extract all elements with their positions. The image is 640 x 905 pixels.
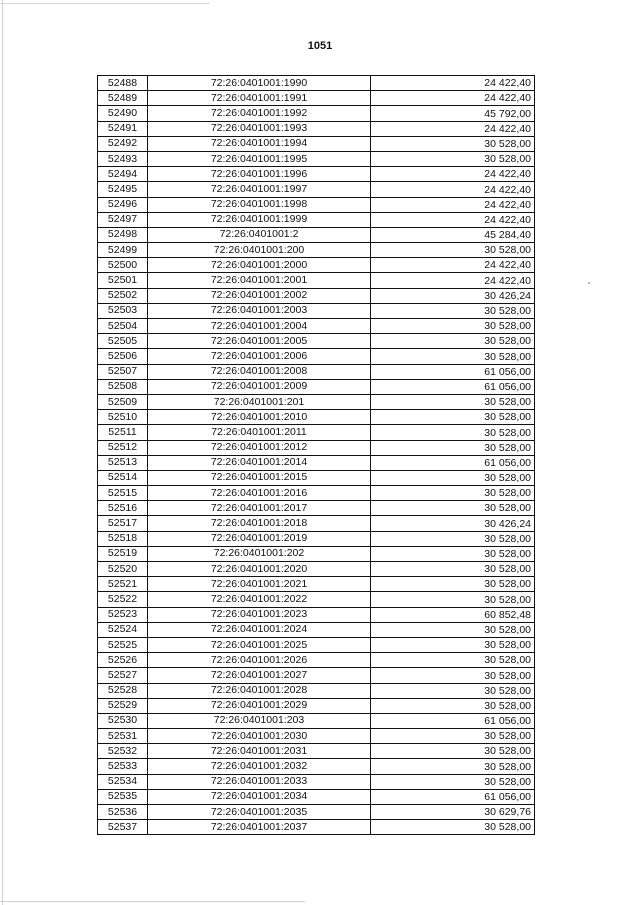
table-row bbox=[98, 212, 535, 227]
cadastral-number-cell: 72:26:0401001:1997 bbox=[148, 182, 371, 197]
value-cell: 30 528,00 bbox=[371, 319, 535, 334]
row-number-cell: 52514 bbox=[98, 470, 148, 485]
row-number-cell: 52510 bbox=[98, 410, 148, 425]
table-row bbox=[98, 379, 535, 394]
table-row bbox=[98, 425, 535, 440]
row-number-cell: 52518 bbox=[98, 531, 148, 546]
table-row bbox=[98, 729, 535, 744]
row-number-cell: 52521 bbox=[98, 577, 148, 592]
row-number-cell: 52497 bbox=[98, 212, 148, 227]
value-cell: 30 528,00 bbox=[371, 425, 535, 440]
row-number-cell: 52527 bbox=[98, 668, 148, 683]
value-cell: 45 792,00 bbox=[371, 106, 535, 121]
scan-edge-top bbox=[0, 3, 210, 4]
cadastral-number-cell: 72:26:0401001:2024 bbox=[148, 622, 371, 637]
cadastral-number-cell: 72:26:0401001:2020 bbox=[148, 562, 371, 577]
table-row bbox=[98, 319, 535, 334]
row-number-cell: 52499 bbox=[98, 243, 148, 258]
table-row bbox=[98, 607, 535, 622]
table-row bbox=[98, 151, 535, 166]
table-row bbox=[98, 227, 535, 242]
value-cell: 24 422,40 bbox=[371, 182, 535, 197]
table-row bbox=[98, 470, 535, 485]
value-cell: 45 284,40 bbox=[371, 227, 535, 242]
value-cell: 30 528,00 bbox=[371, 668, 535, 683]
value-cell: 30 528,00 bbox=[371, 698, 535, 713]
row-number-cell: 52511 bbox=[98, 425, 148, 440]
table-row bbox=[98, 167, 535, 182]
cadastral-number-cell: 72:26:0401001:2037 bbox=[148, 820, 371, 835]
value-cell: 30 528,00 bbox=[371, 349, 535, 364]
value-cell: 30 528,00 bbox=[371, 759, 535, 774]
row-number-cell: 52525 bbox=[98, 637, 148, 652]
table-row bbox=[98, 637, 535, 652]
table-row bbox=[98, 653, 535, 668]
row-number-cell: 52488 bbox=[98, 76, 148, 91]
table-row bbox=[98, 410, 535, 425]
value-cell: 30 528,00 bbox=[371, 501, 535, 516]
row-number-cell: 52505 bbox=[98, 334, 148, 349]
value-cell: 24 422,40 bbox=[371, 258, 535, 273]
table-row bbox=[98, 744, 535, 759]
value-cell: 24 422,40 bbox=[371, 197, 535, 212]
row-number-cell: 52523 bbox=[98, 607, 148, 622]
table-row bbox=[98, 683, 535, 698]
row-number-cell: 52528 bbox=[98, 683, 148, 698]
cadastral-number-cell: 72:26:0401001:2028 bbox=[148, 683, 371, 698]
table-row bbox=[98, 91, 535, 106]
cadastral-number-cell: 72:26:0401001:2025 bbox=[148, 637, 371, 652]
value-cell: 30 528,00 bbox=[371, 637, 535, 652]
value-cell: 30 528,00 bbox=[371, 136, 535, 151]
table-row bbox=[98, 668, 535, 683]
row-number-cell: 52524 bbox=[98, 622, 148, 637]
table-row bbox=[98, 820, 535, 835]
table-row bbox=[98, 197, 535, 212]
table-row bbox=[98, 577, 535, 592]
cadastral-number-cell: 72:26:0401001:2021 bbox=[148, 577, 371, 592]
cadastral-number-cell: 72:26:0401001:2011 bbox=[148, 425, 371, 440]
value-cell: 30 528,00 bbox=[371, 546, 535, 561]
cadastral-number-cell: 72:26:0401001:2001 bbox=[148, 273, 371, 288]
table-row bbox=[98, 486, 535, 501]
row-number-cell: 52522 bbox=[98, 592, 148, 607]
value-cell: 30 528,00 bbox=[371, 394, 535, 409]
row-number-cell: 52496 bbox=[98, 197, 148, 212]
value-cell: 61 056,00 bbox=[371, 455, 535, 470]
value-cell: 30 629,76 bbox=[371, 805, 535, 820]
row-number-cell: 52500 bbox=[98, 258, 148, 273]
cadastral-number-cell: 72:26:0401001:2016 bbox=[148, 486, 371, 501]
row-number-cell: 52491 bbox=[98, 121, 148, 136]
table-row bbox=[98, 303, 535, 318]
cadastral-number-cell: 72:26:0401001:1993 bbox=[148, 121, 371, 136]
value-cell: 30 426,24 bbox=[371, 288, 535, 303]
table-row bbox=[98, 258, 535, 273]
table-row bbox=[98, 789, 535, 804]
value-cell: 30 528,00 bbox=[371, 729, 535, 744]
row-number-cell: 52534 bbox=[98, 774, 148, 789]
table-row bbox=[98, 516, 535, 531]
cadastral-number-cell: 72:26:0401001:1998 bbox=[148, 197, 371, 212]
cadastral-number-cell: 72:26:0401001:2019 bbox=[148, 531, 371, 546]
row-number-cell: 52536 bbox=[98, 805, 148, 820]
row-number-cell: 52537 bbox=[98, 820, 148, 835]
value-cell: 30 528,00 bbox=[371, 562, 535, 577]
table-row bbox=[98, 759, 535, 774]
row-number-cell: 52504 bbox=[98, 319, 148, 334]
cadastral-number-cell: 72:26:0401001:2012 bbox=[148, 440, 371, 455]
table-row bbox=[98, 364, 535, 379]
value-cell: 30 528,00 bbox=[371, 592, 535, 607]
value-cell: 30 528,00 bbox=[371, 410, 535, 425]
row-number-cell: 52502 bbox=[98, 288, 148, 303]
cadastral-number-cell: 72:26:0401001:2033 bbox=[148, 774, 371, 789]
value-cell: 30 528,00 bbox=[371, 774, 535, 789]
table-row bbox=[98, 713, 535, 728]
row-number-cell: 52495 bbox=[98, 182, 148, 197]
row-number-cell: 52512 bbox=[98, 440, 148, 455]
value-cell: 30 528,00 bbox=[371, 486, 535, 501]
cadastral-number-cell: 72:26:0401001:2005 bbox=[148, 334, 371, 349]
cadastral-number-cell: 72:26:0401001:1996 bbox=[148, 167, 371, 182]
page-number: 1051 bbox=[307, 40, 333, 52]
table-row bbox=[98, 698, 535, 713]
cadastral-number-cell: 72:26:0401001:201 bbox=[148, 394, 371, 409]
row-number-cell: 52494 bbox=[98, 167, 148, 182]
cadastral-number-cell: 72:26:0401001:2027 bbox=[148, 668, 371, 683]
cadastral-number-cell: 72:26:0401001:2003 bbox=[148, 303, 371, 318]
table-row bbox=[98, 501, 535, 516]
value-cell: 60 852,48 bbox=[371, 607, 535, 622]
row-number-cell: 52501 bbox=[98, 273, 148, 288]
row-number-cell: 52515 bbox=[98, 486, 148, 501]
row-number-cell: 52492 bbox=[98, 136, 148, 151]
value-cell: 30 528,00 bbox=[371, 440, 535, 455]
table-row bbox=[98, 106, 535, 121]
table-row bbox=[98, 455, 535, 470]
row-number-cell: 52526 bbox=[98, 653, 148, 668]
scan-edge-left bbox=[2, 0, 3, 905]
table-row bbox=[98, 531, 535, 546]
table-row bbox=[98, 440, 535, 455]
row-number-cell: 52532 bbox=[98, 744, 148, 759]
row-number-cell: 52530 bbox=[98, 713, 148, 728]
row-number-cell: 52519 bbox=[98, 546, 148, 561]
value-cell: 30 528,00 bbox=[371, 334, 535, 349]
cadastral-number-cell: 72:26:0401001:2030 bbox=[148, 729, 371, 744]
table-row bbox=[98, 182, 535, 197]
value-cell: 30 528,00 bbox=[371, 303, 535, 318]
row-number-cell: 52503 bbox=[98, 303, 148, 318]
table-row bbox=[98, 288, 535, 303]
value-cell: 24 422,40 bbox=[371, 167, 535, 182]
value-cell: 30 528,00 bbox=[371, 653, 535, 668]
table-row bbox=[98, 76, 535, 91]
value-cell: 24 422,40 bbox=[371, 273, 535, 288]
table-row bbox=[98, 592, 535, 607]
cadastral-number-cell: 72:26:0401001:2004 bbox=[148, 319, 371, 334]
cadastral-number-cell: 72:26:0401001:2009 bbox=[148, 379, 371, 394]
cadastral-number-cell: 72:26:0401001:2015 bbox=[148, 470, 371, 485]
row-number-cell: 52520 bbox=[98, 562, 148, 577]
cadastral-number-cell: 72:26:0401001:2010 bbox=[148, 410, 371, 425]
row-number-cell: 52507 bbox=[98, 364, 148, 379]
table-row bbox=[98, 334, 535, 349]
value-cell: 30 528,00 bbox=[371, 531, 535, 546]
table-row bbox=[98, 622, 535, 637]
value-cell: 30 528,00 bbox=[371, 577, 535, 592]
table-row bbox=[98, 121, 535, 136]
row-number-cell: 52516 bbox=[98, 501, 148, 516]
cadastral-number-cell: 72:26:0401001:2035 bbox=[148, 805, 371, 820]
cadastral-number-cell: 72:26:0401001:2023 bbox=[148, 607, 371, 622]
table-row bbox=[98, 774, 535, 789]
table-row bbox=[98, 349, 535, 364]
value-cell: 24 422,40 bbox=[371, 76, 535, 91]
value-cell: 61 056,00 bbox=[371, 789, 535, 804]
table-row bbox=[98, 243, 535, 258]
table-row bbox=[98, 546, 535, 561]
scan-speck bbox=[588, 282, 590, 284]
cadastral-number-cell: 72:26:0401001:2018 bbox=[148, 516, 371, 531]
cadastral-number-cell: 72:26:0401001:1995 bbox=[148, 151, 371, 166]
cadastral-number-cell: 72:26:0401001:1990 bbox=[148, 76, 371, 91]
value-cell: 24 422,40 bbox=[371, 91, 535, 106]
row-number-cell: 52535 bbox=[98, 789, 148, 804]
cadastral-number-cell: 72:26:0401001:2000 bbox=[148, 258, 371, 273]
cadastral-number-cell: 72:26:0401001:1994 bbox=[148, 136, 371, 151]
value-cell: 61 056,00 bbox=[371, 379, 535, 394]
cadastral-number-cell: 72:26:0401001:2008 bbox=[148, 364, 371, 379]
row-number-cell: 52490 bbox=[98, 106, 148, 121]
cadastral-number-cell: 72:26:0401001:2026 bbox=[148, 653, 371, 668]
scan-edge-bottom bbox=[0, 901, 305, 902]
cadastral-number-cell: 72:26:0401001:2006 bbox=[148, 349, 371, 364]
value-cell: 61 056,00 bbox=[371, 713, 535, 728]
cadastral-number-cell: 72:26:0401001:2034 bbox=[148, 789, 371, 804]
table-row bbox=[98, 273, 535, 288]
cadastral-number-cell: 72:26:0401001:2017 bbox=[148, 501, 371, 516]
row-number-cell: 52517 bbox=[98, 516, 148, 531]
cadastral-number-cell: 72:26:0401001:2002 bbox=[148, 288, 371, 303]
cadastral-number-cell: 72:26:0401001:2032 bbox=[148, 759, 371, 774]
value-cell: 30 528,00 bbox=[371, 470, 535, 485]
table-row bbox=[98, 136, 535, 151]
row-number-cell: 52513 bbox=[98, 455, 148, 470]
table-row bbox=[98, 394, 535, 409]
value-cell: 30 528,00 bbox=[371, 683, 535, 698]
value-cell: 24 422,40 bbox=[371, 121, 535, 136]
cadastral-value-table bbox=[97, 75, 535, 835]
row-number-cell: 52531 bbox=[98, 729, 148, 744]
value-cell: 30 426,24 bbox=[371, 516, 535, 531]
cadastral-number-cell: 72:26:0401001:2029 bbox=[148, 698, 371, 713]
cadastral-number-cell: 72:26:0401001:200 bbox=[148, 243, 371, 258]
row-number-cell: 52529 bbox=[98, 698, 148, 713]
cadastral-number-cell: 72:26:0401001:1999 bbox=[148, 212, 371, 227]
row-number-cell: 52506 bbox=[98, 349, 148, 364]
cadastral-number-cell: 72:26:0401001:202 bbox=[148, 546, 371, 561]
row-number-cell: 52533 bbox=[98, 759, 148, 774]
value-cell: 30 528,00 bbox=[371, 820, 535, 835]
value-cell: 61 056,00 bbox=[371, 364, 535, 379]
row-number-cell: 52498 bbox=[98, 227, 148, 242]
cadastral-number-cell: 72:26:0401001:1992 bbox=[148, 106, 371, 121]
table-row bbox=[98, 805, 535, 820]
cadastral-number-cell: 72:26:0401001:2 bbox=[148, 227, 371, 242]
value-cell: 30 528,00 bbox=[371, 243, 535, 258]
row-number-cell: 52508 bbox=[98, 379, 148, 394]
value-cell: 30 528,00 bbox=[371, 622, 535, 637]
value-cell: 24 422,40 bbox=[371, 212, 535, 227]
cadastral-number-cell: 72:26:0401001:203 bbox=[148, 713, 371, 728]
value-cell: 30 528,00 bbox=[371, 744, 535, 759]
cadastral-number-cell: 72:26:0401001:2022 bbox=[148, 592, 371, 607]
row-number-cell: 52493 bbox=[98, 151, 148, 166]
table-body bbox=[98, 76, 535, 835]
cadastral-number-cell: 72:26:0401001:2014 bbox=[148, 455, 371, 470]
cadastral-number-cell: 72:26:0401001:2031 bbox=[148, 744, 371, 759]
table-row bbox=[98, 562, 535, 577]
cadastral-number-cell: 72:26:0401001:1991 bbox=[148, 91, 371, 106]
row-number-cell: 52509 bbox=[98, 394, 148, 409]
row-number-cell: 52489 bbox=[98, 91, 148, 106]
value-cell: 30 528,00 bbox=[371, 151, 535, 166]
